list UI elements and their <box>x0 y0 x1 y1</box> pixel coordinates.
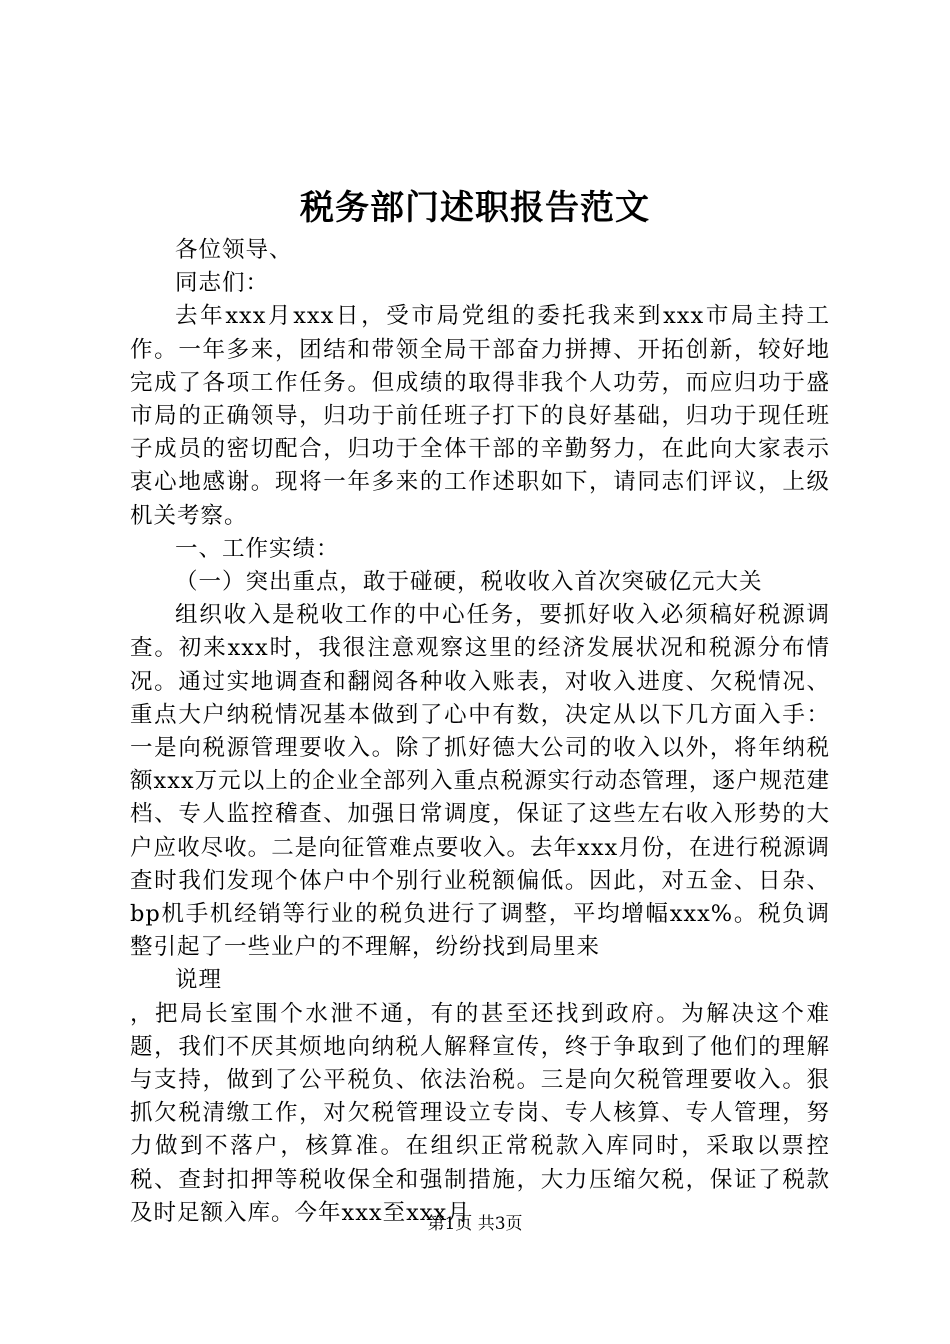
subsection-heading: （一）突出重点，敢于碰硬，税收收入首次突破亿元大关 <box>175 569 763 596</box>
section-heading: 一、工作实绩： <box>175 535 340 562</box>
body-paragraph: ，把局长室围个水泄不通，有的甚至还找到政府。为解决这个难题，我们不厌其烦地向纳税人解释宣传，终于争取到了他们的理解与支持，做到了公平税负、依法治税。三是向欠税管理要收入。狠抓欠税清缴工作，对欠税管理设立专岗、专人核算、专人管理，努力做到不落户，核算准。在组织正常税款入库同时，采取以票控税、查封扣押等税收保全和强制措施，大力压缩欠税，保证了税款及时足额入库。今年xxx至xxx月 <box>130 1000 830 1226</box>
body-paragraph: 去年xxx月xxx日，受市局党组的委托我来到xxx市局主持工作。一年多来，团结和带领全局干部奋力拼搏、开拓创新，较好地完成了各项工作任务。但成绩的取得非我个人功劳，而应归功于盛市局的正确领导，归功于前任班子打下的良好基础，归功于现任班子成员的密切配合，归功于全体干部的辛勤努力，在此向大家表示衷心地感谢。现将一年多来的工作述职如下，请同志们评议，上级机关考察。 <box>130 303 830 529</box>
document-title: 税务部门述职报告范文 <box>300 188 650 228</box>
body-paragraph: 组织收入是税收工作的中心任务，要抓好收入必须稿好税源调查。初来xxx时，我很注意观察这里的经济发展状况和税源分布情况。通过实地调查和翻阅各种收入账表，对收入进度、欠税情况、重点大户纳税情况基本做到了心中有数，决定从以下几方面入手：一是向税源管理要收入。除了抓好德大公司的收入以外，将年纳税额xxx万元以上的企业全部列入重点税源实行动态管理，逐户规范建档、专人监控稽查、加强日常调度，保证了这些左右收入形势的大户应收尽收。二是向征管难点要收入。去年xxx月份，在进行税源调查时我们发现个体户中个别行业税额偏低。因此，对五金、日杂、bp机手机经销等行业的税负进行了调整，平均增幅xxx%。税负调整引起了一些业户的不理解，纷纷找到局里来 <box>130 602 830 961</box>
page-footer: 第1页 共3页 <box>427 1214 523 1234</box>
body-paragraph-fragment: 说理 <box>175 967 223 994</box>
salutation-comrades: 同志们： <box>175 270 270 297</box>
salutation-leaders: 各位领导、 <box>175 237 293 263</box>
document-body <box>130 234 830 1230</box>
